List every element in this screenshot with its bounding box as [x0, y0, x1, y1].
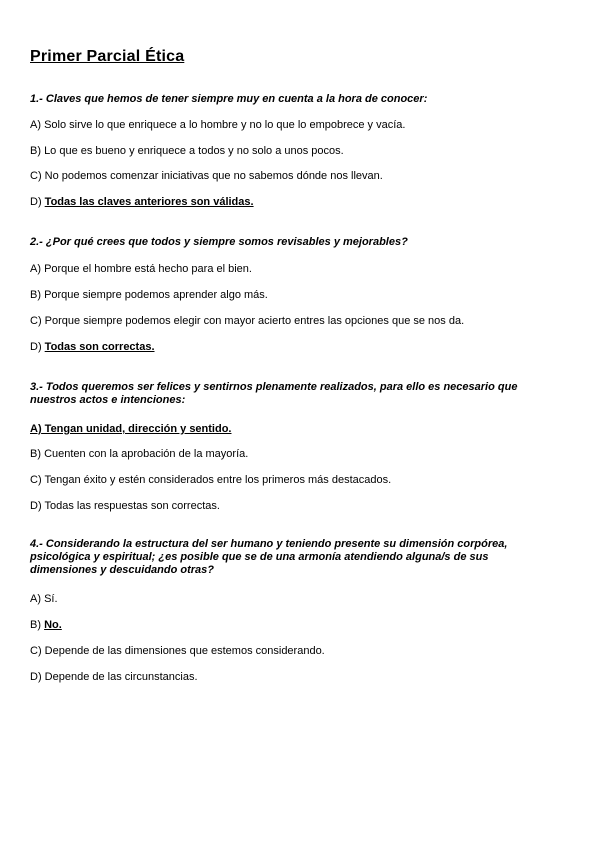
question-1-option-c [30, 170, 570, 183]
option-text: Todas las respuestas son correctas. [44, 500, 220, 512]
question-2-option-a [30, 263, 570, 276]
option-prefix: D) [30, 196, 45, 208]
option-prefix: A) [30, 593, 45, 605]
question-3: 3.- Todos queremos ser felices y sentirnos plenamente realizados, para ello es necesario que nuestros actos e intenciones: [30, 381, 518, 406]
option-text: Porque siempre podemos elegir con mayor acierto entres las opciones que se nos da. [44, 315, 465, 327]
question-4: 4.- Considerando la estructura del ser humano y teniendo presente su dimensión corpórea, psicológica y espiritual; ¿es posible que se de una armonía atendiendo alguna/s de sus dimensiones y descuidando otras? [30, 538, 508, 576]
option-text: Porque siempre podemos aprender algo más. [44, 289, 268, 301]
question-2-option-d [30, 341, 570, 354]
option-text: Sí. [44, 593, 58, 605]
option-prefix: B) [30, 448, 45, 460]
option-text: Tengan éxito y estén considerados entre los primeros más destacados. [44, 474, 392, 486]
correct-answer: Todas las claves anteriores son válidas. [44, 196, 254, 208]
option-prefix: C) [30, 315, 45, 327]
question-4-option-d [30, 671, 570, 684]
option-prefix: C) [30, 170, 45, 182]
question-4-option-b [30, 619, 570, 632]
question-4-option-c [30, 645, 570, 658]
option-prefix: B) [30, 619, 45, 631]
option-text: Porque el hombre está hecho para el bien. [44, 263, 252, 275]
correct-answer: Tengan unidad, dirección y sentido. [41, 423, 232, 435]
question-3-option-a [30, 423, 570, 436]
option-text: No podemos comenzar iniciativas que no sabemos dónde nos llevan. [44, 170, 383, 182]
option-prefix: D) [30, 341, 45, 353]
option-text: Lo que es bueno y enriquece a todos y no solo a unos pocos. [44, 145, 344, 157]
page-title: Primer Parcial Ética [30, 48, 185, 65]
question-3-option-c [30, 474, 570, 487]
option-text: Depende de las circunstancias. [44, 671, 198, 683]
question-2-option-c [30, 315, 570, 328]
question-2-option-b [30, 289, 570, 302]
correct-answer: No. [44, 619, 62, 631]
question-1: 1.- Claves que hemos de tener siempre muy en cuenta a la hora de conocer: [30, 93, 428, 105]
option-prefix: C) [30, 474, 45, 486]
option-prefix: A) [30, 119, 45, 131]
question-3-option-d [30, 500, 570, 513]
question-3-option-b [30, 448, 570, 461]
question-4-option-a [30, 593, 570, 606]
option-prefix: B) [30, 289, 45, 301]
option-text: Solo sirve lo que enriquece a lo hombre y no lo que lo empobrece y vacía. [44, 119, 406, 131]
question-1-option-d [30, 196, 570, 209]
option-prefix: A) [30, 263, 45, 275]
option-prefix: D) [30, 671, 45, 683]
question-1-option-a [30, 119, 570, 132]
option-prefix: A) [30, 423, 42, 435]
question-1-option-b [30, 145, 570, 158]
option-prefix: B) [30, 145, 45, 157]
question-2: 2.- ¿Por qué crees que todos y siempre somos revisables y mejorables? [30, 236, 408, 248]
correct-answer: Todas son correctas. [44, 341, 155, 353]
option-text: Cuenten con la aprobación de la mayoría. [44, 448, 249, 460]
option-prefix: D) [30, 500, 45, 512]
option-prefix: C) [30, 645, 45, 657]
option-text: Depende de las dimensiones que estemos considerando. [44, 645, 325, 657]
